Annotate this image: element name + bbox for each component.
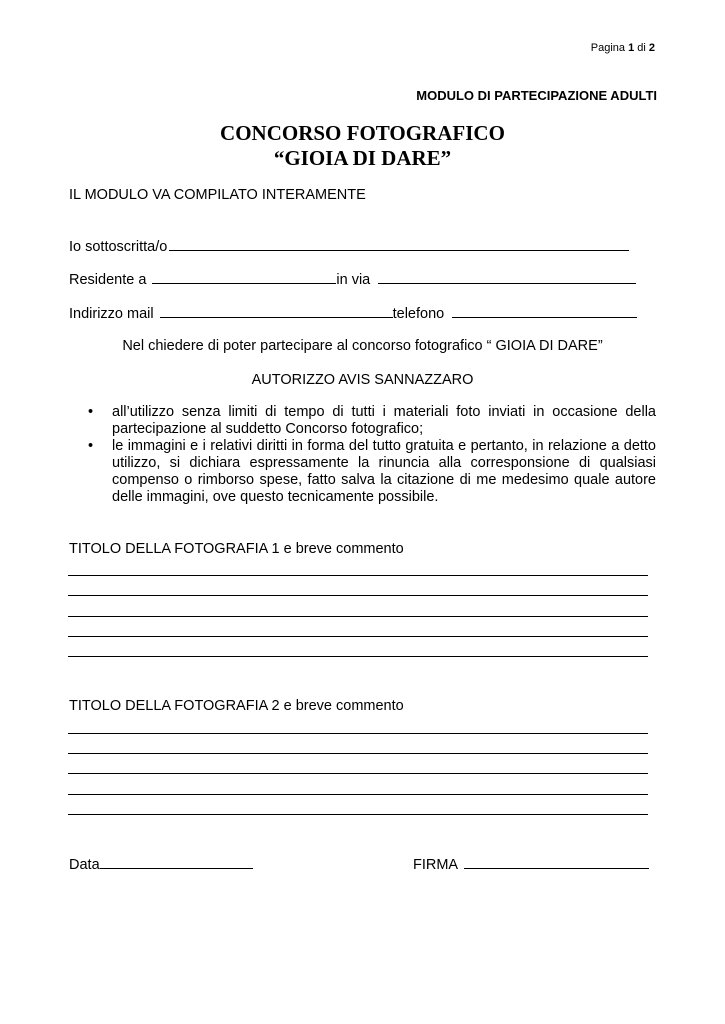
list-item (88, 404, 656, 438)
photo2-comment-line[interactable] (68, 814, 648, 815)
email-label: Indirizzo mail (69, 306, 154, 322)
bullet-icon: • (88, 438, 94, 454)
page-number (591, 42, 655, 54)
via-field[interactable] (378, 271, 636, 284)
title-line-1: CONCORSO FOTOGRAFICO (220, 121, 505, 145)
photo1-comment-line[interactable] (68, 636, 648, 637)
contact-row (69, 305, 637, 322)
page-number-prefix: Pagina (590, 42, 629, 54)
residente-label: Residente a (69, 272, 147, 288)
photo1-label: TITOLO DELLA FOTOGRAFIA 1 e breve commento (69, 541, 404, 557)
photo2-comment-line[interactable] (68, 733, 648, 734)
authorization-list (88, 404, 656, 506)
photo2-label: TITOLO DELLA FOTOGRAFIA 2 e breve commento (69, 698, 404, 714)
bullet-icon: • (88, 404, 94, 420)
page-number-current: 1 (628, 42, 635, 54)
photo1-comment-line[interactable] (68, 616, 648, 617)
list-item (88, 438, 656, 506)
sottoscritto-field[interactable] (169, 238, 629, 251)
signature-row (413, 856, 649, 873)
photo2-comment-line[interactable] (68, 773, 648, 774)
signature-label: FIRMA (413, 857, 459, 873)
date-row (69, 856, 253, 873)
residence-row (69, 271, 636, 288)
email-field[interactable] (160, 305, 393, 318)
residente-field[interactable] (152, 271, 336, 284)
photo1-comment-line[interactable] (68, 575, 648, 576)
authorization-text: AUTORIZZO AVIS SANNAZZARO (251, 372, 474, 388)
list-item-text: le immagini e i relativi diritti in forma del tutto gratuita e pertanto, in relazione a detto utilizzo, si dichiara espressamente la rinuncia alla corresponsione di qualsiasi compenso o rimborso spese, fatto salva la citazione di me medesimo quale autore delle immagini, ove questo tecnicamente possibile. (112, 438, 656, 505)
signature-field[interactable] (464, 856, 649, 869)
sottoscritto-label: Io sottoscritta/o (69, 239, 168, 255)
form-type-heading: MODULO DI PARTECIPAZIONE ADULTI (416, 88, 657, 103)
date-field[interactable] (100, 856, 253, 869)
photo1-comment-line[interactable] (68, 656, 648, 657)
photo1-comment-line[interactable] (68, 595, 648, 596)
telefono-label: telefono (392, 306, 445, 322)
page-number-total: 2 (648, 42, 655, 54)
photo2-comment-line[interactable] (68, 794, 648, 795)
photo2-comment-line[interactable] (68, 753, 648, 754)
sottoscritto-row (69, 238, 629, 255)
list-item-text: all’utilizzo senza limiti di tempo di tutti i materiali foto inviati in occasione della partecipazione al suddetto Concorso fotografico; (112, 404, 656, 437)
title-line-2: “GIOIA DI DARE” (273, 146, 452, 170)
request-text: Nel chiedere di poter partecipare al concorso fotografico “ GIOIA DI DARE” (122, 338, 603, 354)
via-label: in via (336, 272, 371, 288)
date-label: Data (69, 857, 100, 873)
instruction-text: IL MODULO VA COMPILATO INTERAMENTE (69, 187, 366, 203)
telefono-field[interactable] (452, 305, 637, 318)
page-number-separator: di (634, 42, 649, 54)
